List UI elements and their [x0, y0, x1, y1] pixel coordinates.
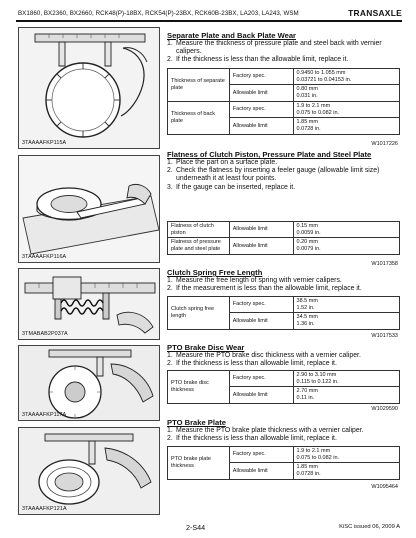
spec-name: Clutch spring free length: [168, 297, 230, 330]
spec-name: Flatness of pressure plate and steel plate: [168, 238, 230, 254]
spec-value: 1.9 to 2.1 mm 0.075 to 0.082 in.: [293, 447, 399, 463]
section-spring: [167, 268, 402, 293]
section-title: Separate Plate and Back Plate Wear: [167, 31, 297, 40]
figure-brake-plate: [18, 427, 160, 515]
procedure-step: 2. If the measurement is less than the allowable limit, replace it.: [167, 285, 362, 293]
spec-value: 0.9450 to 1.055 mm 0.03721 to 0.04153 in.: [293, 69, 399, 85]
spec-name: PTO brake disc thickness: [168, 371, 230, 404]
work-code: W1017226: [371, 141, 398, 147]
spec-label: Factory spec.: [229, 101, 293, 117]
table-row: [168, 69, 400, 85]
figure-caption: 3TAAAAFKP116A: [22, 254, 67, 260]
work-code: W1017358: [371, 261, 398, 267]
flatness-check-illustration: [19, 156, 160, 263]
spec-label: Factory spec.: [229, 447, 293, 463]
table-row: [168, 222, 400, 238]
spring-length-illustration: [19, 269, 160, 340]
separate-plate-illustration: [19, 28, 160, 149]
spec-table-spring: [167, 296, 400, 330]
section-brake-disc: [167, 343, 402, 368]
spec-label: Allowable limit: [229, 118, 293, 134]
procedure-step: 3. If the gauge can be inserted, replace it.: [167, 183, 296, 191]
figure-caption: 3TAAAAFKP117A: [22, 412, 67, 418]
header-section-title: TRANSAXLE: [348, 8, 402, 18]
issue-note: KiSC issued 06, 2009 A: [339, 524, 400, 530]
header-model-list: BX1860, BX2360, BX2660, RCK48(P)-18BX, RCK54(P)-23BX, RCK60B-23BX, LA203, LA243, WSM: [18, 10, 299, 17]
table-row: [168, 101, 400, 117]
spec-label: Allowable limit: [229, 387, 293, 403]
procedure-step: 2. If the thickness is less than the allowable limit, replace it.: [167, 56, 349, 64]
spec-table-brake-plate: [167, 446, 400, 480]
figure-flatness: [18, 155, 160, 263]
procedure-step: 1. Measure the free length of spring with vernier calipers.: [167, 277, 342, 284]
procedure-step: 1. Measure the PTO brake plate thickness with a vernier caliper.: [167, 427, 364, 434]
procedure-step: 1. Place the part on a surface plate.: [167, 159, 278, 166]
procedure-step: 2. Check the flatness by inserting a feeler gauge (allowable limit size) underneath it at least four points.: [167, 167, 380, 183]
spec-label: Allowable limit: [229, 222, 293, 238]
spec-label: Factory spec.: [229, 371, 293, 387]
figure-caption: 3TAAAAFKP115A: [22, 140, 67, 146]
work-code: W1095464: [371, 484, 398, 490]
spec-table-brake-disc: [167, 370, 400, 404]
figure-caption: 3TMABAB2P037A: [22, 331, 68, 337]
spec-label: Allowable limit: [229, 85, 293, 101]
spec-table-separate-plate: [167, 68, 400, 135]
spec-value: 34.5 mm 1.36 in.: [293, 313, 399, 329]
page-number: 2-S44: [186, 523, 206, 532]
spec-value: 38.5 mm 1.52 in.: [293, 297, 399, 313]
section-title: PTO Brake Plate: [167, 418, 226, 427]
section-flatness: [167, 150, 402, 192]
section-title: Flatness of Clutch Piston, Pressure Plate and Steel Plate: [167, 150, 372, 159]
work-code: W1017533: [371, 333, 398, 339]
spec-table-flatness: [167, 221, 400, 255]
table-row: [168, 371, 400, 387]
figure-separate-plate: [18, 27, 160, 149]
procedure-step: 1. Measure the thickness of pressure plate and steel back with vernier calipers.: [167, 40, 382, 56]
figure-caption: 3TAAAAFKP121A: [22, 506, 67, 512]
spec-label: Allowable limit: [229, 238, 293, 254]
table-row: [168, 297, 400, 313]
table-row: [168, 447, 400, 463]
procedure-step: 2. If the thickness is less than allowable limit, replace it.: [167, 435, 337, 443]
spec-value: 2.70 mm 0.11 in.: [293, 387, 399, 403]
header-rule: [16, 20, 402, 22]
spec-label: Factory spec.: [229, 297, 293, 313]
section-title: PTO Brake Disc Wear: [167, 343, 245, 352]
work-code: W1029590: [371, 406, 398, 412]
section-brake-plate: [167, 418, 402, 443]
spec-name: PTO brake plate thickness: [168, 447, 230, 480]
spec-value: 0.80 mm 0.031 in.: [293, 85, 399, 101]
figure-spring: [18, 268, 160, 340]
spec-value: 2.90 to 3.10 mm 0.115 to 0.122 in.: [293, 371, 399, 387]
spec-value: 0.20 mm 0.0079 in.: [293, 238, 399, 254]
spec-label: Factory spec.: [229, 69, 293, 85]
spec-label: Allowable limit: [229, 463, 293, 479]
procedure-step: 2. If the thickness is less than allowable limit, replace it.: [167, 360, 337, 368]
brake-disc-illustration: [19, 346, 160, 421]
spec-value: 1.85 mm 0.0728 in.: [293, 463, 399, 479]
spec-value: 1.85 mm 0.0728 in.: [293, 118, 399, 134]
spec-name: Flatness of clutch piston: [168, 222, 230, 238]
spec-value: 1.9 to 2.1 mm 0.075 to 0.082 in.: [293, 101, 399, 117]
spec-label: Allowable limit: [229, 313, 293, 329]
brake-plate-illustration: [19, 428, 160, 515]
section-separate-plate: [167, 31, 402, 65]
table-row: [168, 238, 400, 254]
figure-brake-disc: [18, 345, 160, 421]
procedure-step: 1. Measure the PTO brake disc thickness with a vernier caliper.: [167, 352, 361, 359]
spec-name: Thickness of back plate: [168, 101, 230, 134]
spec-name: Thickness of separate plate: [168, 69, 230, 102]
section-title: Clutch Spring Free Length: [167, 268, 263, 277]
spec-value: 0.15 mm 0.0059 in.: [293, 222, 399, 238]
